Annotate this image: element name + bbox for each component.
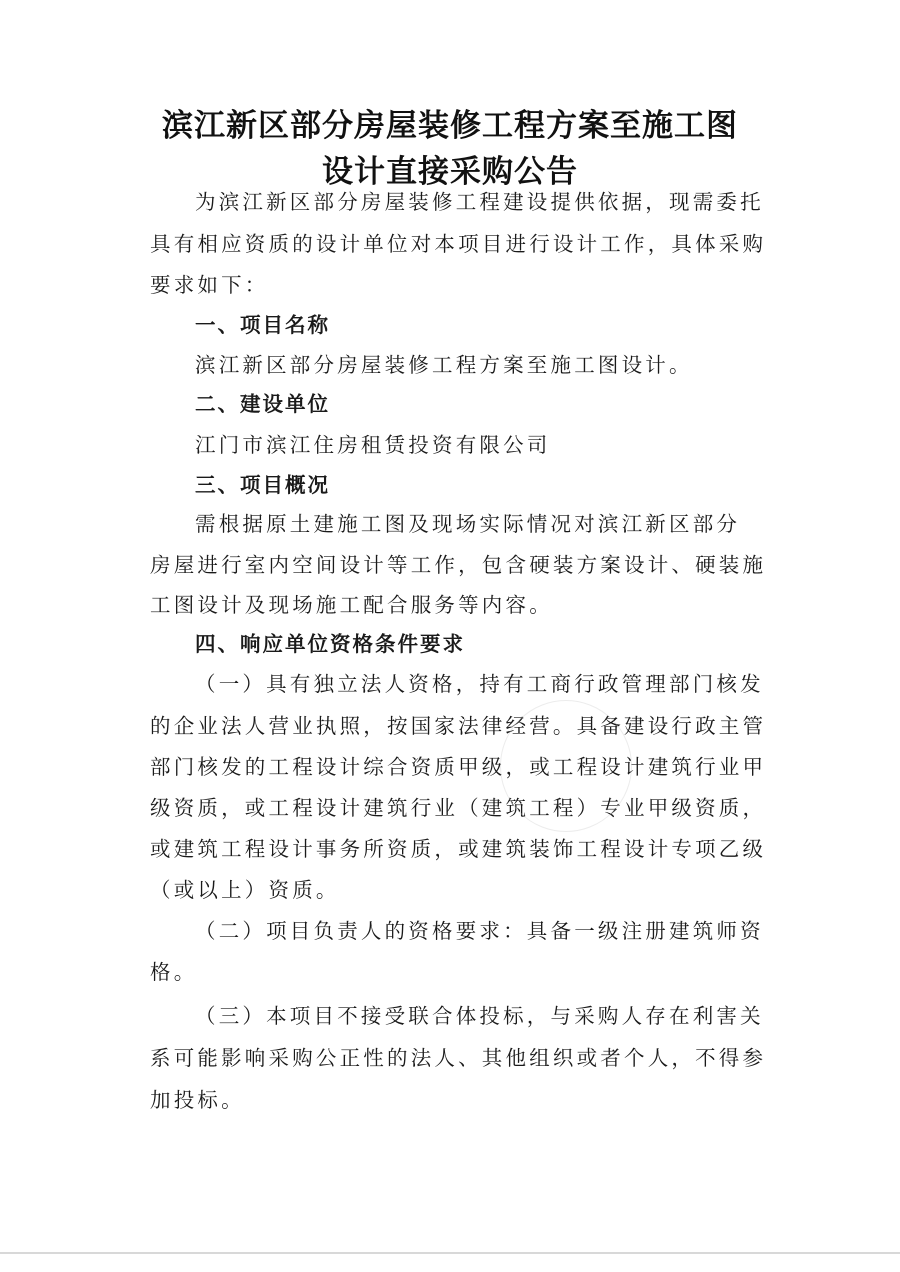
section3-body-line-1: 需根据原土建施工图及现场实际情况对滨江新区部分: [195, 512, 741, 536]
item3-line-3: 加投标。: [150, 1088, 245, 1112]
faint-seal-mark: [500, 700, 632, 832]
intro-line-1: 为滨江新区部分房屋装修工程建设提供依据，现需委托: [195, 190, 764, 214]
section2-heading: 二、建设单位: [195, 392, 330, 416]
section2-body: 江门市滨江住房租赁投资有限公司: [195, 433, 551, 457]
section3-body-line-3: 工图设计及现场施工配合服务等内容。: [150, 593, 553, 617]
scan-bottom-edge: [0, 1252, 900, 1254]
item3-line-1: （三）本项目不接受联合体投标，与采购人存在利害关: [195, 1004, 764, 1028]
section1-body: 滨江新区部分房屋装修工程方案至施工图设计。: [195, 353, 693, 377]
item2-line-1: （二）项目负责人的资格要求：具备一级注册建筑师资: [195, 919, 764, 943]
document-title-line2: 设计直接采购公告: [322, 154, 578, 190]
intro-line-3: 要求如下：: [150, 273, 269, 297]
section3-heading: 三、项目概况: [195, 473, 330, 497]
item1-line-3: 部门核发的工程设计综合资质甲级，或工程设计建筑行业甲: [150, 755, 767, 779]
item1-line-6: （或以上）资质。: [150, 878, 340, 902]
section1-heading: 一、项目名称: [195, 313, 330, 337]
intro-line-2: 具有相应资质的设计单位对本项目进行设计工作，具体采购: [150, 232, 767, 256]
item2-line-2: 格。: [150, 960, 198, 984]
document-title-line1: 滨江新区部分房屋装修工程方案至施工图: [162, 108, 738, 144]
item1-line-1: （一）具有独立法人资格，持有工商行政管理部门核发: [195, 672, 764, 696]
item3-line-2: 系可能影响采购公正性的法人、其他组织或者个人，不得参: [150, 1046, 767, 1070]
item1-line-5: 或建筑工程设计事务所资质，或建筑装饰工程设计专项乙级: [150, 837, 767, 861]
section3-body-line-2: 房屋进行室内空间设计等工作，包含硬装方案设计、硬装施: [150, 553, 767, 577]
item1-line-4: 级资质，或工程设计建筑行业（建筑工程）专业甲级资质，: [150, 796, 767, 820]
item1-line-2: 的企业法人营业执照，按国家法律经营。具备建设行政主管: [150, 714, 767, 738]
section4-heading: 四、响应单位资格条件要求: [195, 632, 465, 656]
